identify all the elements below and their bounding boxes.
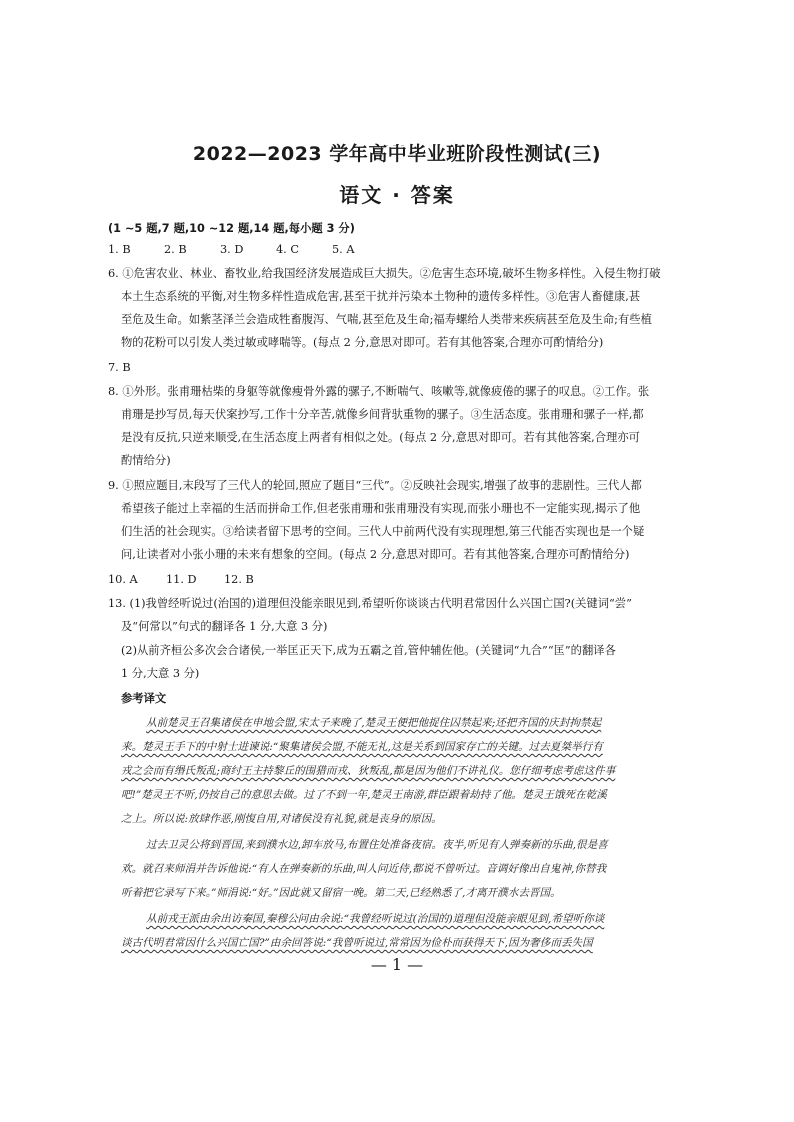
translation-line: 听着把它录写下来。”师涓说:“好。”因此就又留宿一晚。第二天,已经熟悉了,才离开濮水去晋国。	[121, 887, 561, 899]
underlined-key-sentence: 谈古代明君常因什么兴国亡国?”由余回答说:“我曾听说过,常常因为俭朴而获得天下,因为奢侈而丢失国	[121, 937, 593, 949]
q9-line: 问,让读者对小张小珊的未来有想象的空间。(每点 2 分,意思对即可。若有其他答案,合理亦可酌情给分)	[121, 548, 630, 561]
underlined-key-sentence: 从前楚灵王召集诸侯在申地会盟,宋太子来晚了,楚灵王便把他捉住囚禁起来;还把齐国的庆封拘禁起	[146, 717, 602, 729]
q13-line: 13. (1)我曾经听说过(治国的)道理但没能亲眼见到,希望听你谈谈古代明君常因什么兴国亡国?(关键词“尝”	[108, 597, 632, 610]
q8-line: 甫珊是抄写员,每天伏案抄写,工作十分辛苦,就像乡间背驮重物的骡子。③生活态度。张甫珊和骡子一样,都	[121, 408, 644, 421]
translation-line	[121, 740, 603, 754]
q6-line: 本土生态系统的平衡,对生物多样性造成危害,甚至干扰并污染本土物种的遗传多样性。③危害人畜健康,甚	[121, 290, 641, 303]
page-title: 2022—2023 学年高中毕业班阶段性测试(三)	[192, 143, 602, 165]
choices-1-5-row	[108, 243, 388, 257]
underlined-key-sentence: 戎之会而有缗氏叛乱;商纣王主持黎丘的围猎而戎、狄叛乱,都是因为他们不讲礼仪。您仔细考虑考虑这件事	[121, 765, 616, 777]
translation-line	[121, 936, 593, 950]
translation-line	[121, 764, 615, 778]
page-number: — 1 —	[370, 955, 424, 974]
answer-1: 1. B	[108, 243, 131, 256]
scan-speck-decoration	[385, 131, 415, 132]
answer-2: 2. B	[164, 243, 187, 256]
translation-line	[146, 716, 601, 730]
reference-translation-label: 参考译文	[121, 692, 167, 705]
answer-7: 7. B	[108, 361, 131, 374]
q13-line: (2)从前齐桓公多次会合诸侯,一举匡正天下,成为五霸之首,管仲辅佐他。(关键词“九合”“匡”的翻译各	[121, 644, 616, 657]
answer-5: 5. A	[332, 243, 355, 256]
choice-scoring-note: (1 ~5 题,7 题,10 ~12 题,14 题,每小题 3 分)	[108, 222, 355, 235]
choices-10-12-row	[108, 573, 282, 587]
answer-4: 4. C	[276, 243, 300, 256]
q13-line: 及“何常以”句式的翻译各 1 分,大意 3 分)	[121, 620, 328, 633]
q6-line: 6. ①危害农业、林业、畜牧业,给我国经济发展造成巨大损失。②危害生态环境,破坏生物多样性。入侵生物打破	[108, 267, 661, 280]
answer-3: 3. D	[220, 243, 244, 256]
underlined-key-sentence: 从前戎王派由余出访秦国,秦穆公问由余说:“我曾经听说过(治国的)道理但没能亲眼见到,希望听你谈	[146, 913, 605, 925]
page-subtitle: 语文 · 答案	[339, 183, 455, 207]
q6-line: 至危及生命。如紫茎泽兰会造成牲畜腹泻、气喘,甚至危及生命;福寿螺给人类带来疾病甚至危及生命;有些植	[121, 313, 652, 326]
q6-line: 物的花粉可以引发人类过敏或哮喘等。(每点 2 分,意思对即可。若有其他答案,合理亦可酌情给分)	[121, 336, 604, 349]
q8-line: 酌情给分)	[121, 454, 171, 467]
translation-line	[146, 912, 604, 926]
answer-12: 12. B	[224, 573, 254, 586]
underlined-key-sentence: 来。楚灵王手下的中射士进谏说:“聚集诸侯会盟,不能无礼,这是关系到国家存亡的关键。过去夏桀举行有	[121, 741, 603, 753]
translation-line: 欢。就召来师涓并告诉他说:“有人在弹奏新的乐曲,叫人问近侍,都说不曾听过。音调好像出自鬼神,你替我	[121, 863, 607, 875]
q13-line: 1 分,大意 3 分)	[121, 667, 200, 680]
answer-11: 11. D	[166, 573, 197, 586]
translation-line: 吧!”楚灵王不听,仍按自己的意思去做。过了不到一年,楚灵王南游,群臣跟着劫持了他。楚灵王饿死在乾溪	[121, 789, 607, 801]
q9-line: 9. ①照应题目,末段写了三代人的轮回,照应了题目“三代”。②反映社会现实,增强了故事的悲剧性。三代人都	[108, 479, 642, 492]
q9-line: 希望孩子能过上幸福的生活而拼命工作,但老张甫珊和张甫珊没有实现,而张小珊也不一定能实现,揭示了他	[121, 502, 641, 515]
translation-line: 之上。所以说:放肆作恶,刚愎自用,对诸侯没有礼貌,就是丧身的原因。	[121, 813, 442, 825]
q8-line: 8. ①外形。张甫珊枯柴的身躯等就像瘦骨外露的骡子,不断喘气、咳嗽等,就像疲倦的骡子的叹息。②工作。张	[108, 385, 650, 398]
translation-line: 过去卫灵公将到晋国,来到濮水边,卸车放马,布置住处准备夜宿。夜半,听见有人弹奏新的乐曲,很是喜	[146, 839, 608, 851]
answer-10: 10. A	[108, 573, 138, 586]
q8-line: 是没有反抗,只逆来顺受,在生活态度上两者有相似之处。(每点 2 分,意思对即可。若有其他答案,合理亦可	[121, 431, 640, 444]
q9-line: 们生活的社会现实。③给读者留下思考的空间。三代人中前两代没有实现理想,第三代能否实现也是一个疑	[121, 525, 645, 538]
